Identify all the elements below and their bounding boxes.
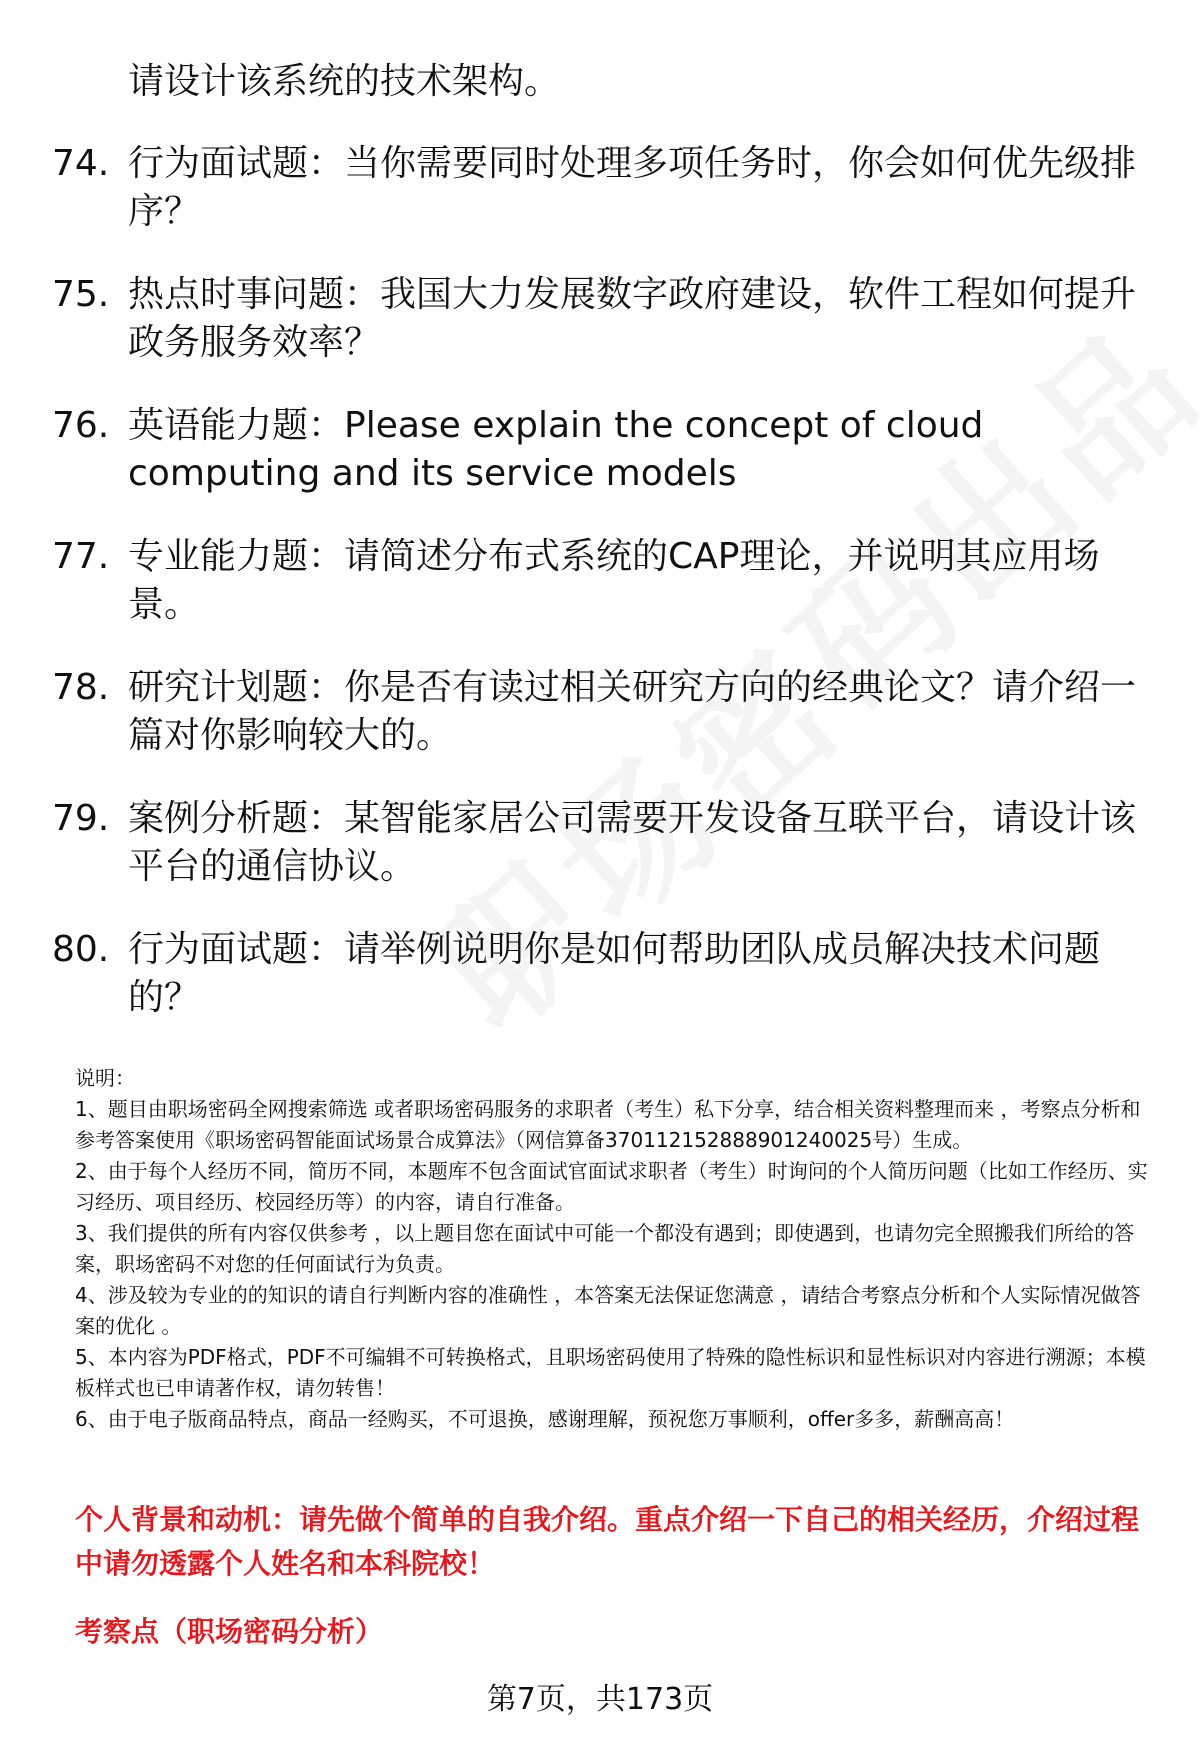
notes-section: [75, 1063, 1155, 1435]
note-item: 1、题目由职场密码全网搜索筛选 或者职场密码服务的求职者（考生）私下分享，结合相关资料整理而来 ，考察点分析和参考答案使用《职场密码智能面试场景合成算法》（网信算备370112152888901240025号）生成。: [75, 1097, 1141, 1152]
question-item: [52, 533, 1152, 629]
question-item: [52, 271, 1152, 367]
highlight-question: 个人背景和动机：请先做个简单的自我介绍。重点介绍一下自己的相关经历，介绍过程中请勿透露个人姓名和本科院校！: [75, 1503, 1140, 1580]
question-number: 76.: [52, 405, 110, 446]
note-item: 4、涉及较为专业的的知识的请自行判断内容的准确性 ，本答案无法保证您满意 ，请结合考察点分析和个人实际情况做答案的优化 。: [75, 1283, 1141, 1338]
question-text: 热点时事问题：我国大力发展数字政府建设，软件工程如何提升政务服务效率？: [128, 274, 1137, 363]
question-list: [52, 140, 1152, 1057]
note-item: 6、由于电子版商品特点，商品一经购买，不可退换，感谢理解，预祝您万事顺利，offer多多，薪酬高高！: [75, 1407, 1015, 1431]
question-item: [52, 926, 1152, 1022]
question-text: 行为面试题：请举例说明你是如何帮助团队成员解决技术问题的？: [128, 929, 1101, 1018]
question-item: [52, 795, 1152, 891]
question-text: 研究计划题：你是否有读过相关研究方向的经典论文？请介绍一篇对你影响较大的。: [128, 667, 1137, 756]
note-item: 5、本内容为PDF格式，PDF不可编辑不可转换格式，且职场密码使用了特殊的隐性标识和显性标识对内容进行溯源；本模板样式也已申请著作权，请勿转售！: [75, 1345, 1146, 1400]
question-number: 78.: [52, 667, 110, 708]
question-continuation: 请设计该系统的技术架构。: [128, 61, 561, 102]
exam-point-heading: 考察点（职场密码分析）: [75, 1615, 384, 1648]
question-number: 74.: [52, 143, 110, 184]
question-item: [52, 664, 1152, 760]
question-number: 75.: [52, 274, 110, 315]
note-item: 2、由于每个人经历不同，简历不同，本题库不包含面试官面试求职者（考生）时询问的个人简历问题（比如工作经历、实习经历、项目经历、校园经历等）的内容，请自行准备。: [75, 1159, 1148, 1214]
question-text: 案例分析题：某智能家居公司需要开发设备互联平台，请设计该平台的通信协议。: [128, 798, 1137, 887]
question-text: 专业能力题：请简述分布式系统的CAP理论，并说明其应用场景。: [128, 536, 1100, 625]
page-footer: 第7页，共173页: [486, 1682, 714, 1717]
note-item: 3、我们提供的所有内容仅供参考 ，以上题目您在面试中可能一个都没有遇到；即使遇到，也请勿完全照搬我们所给的答案，职场密码不对您的任何面试行为负责。: [75, 1221, 1135, 1276]
notes-title: 说明：: [75, 1066, 135, 1090]
question-item: [52, 402, 1152, 498]
question-item: [52, 140, 1152, 236]
question-number: 80.: [52, 929, 110, 970]
question-text: 英语能力题：Please explain the concept of cloud computing and its service models: [128, 405, 984, 494]
question-number: 79.: [52, 798, 110, 839]
question-text: 行为面试题：当你需要同时处理多项任务时，你会如何优先级排序？: [128, 143, 1137, 232]
question-number: 77.: [52, 536, 110, 577]
